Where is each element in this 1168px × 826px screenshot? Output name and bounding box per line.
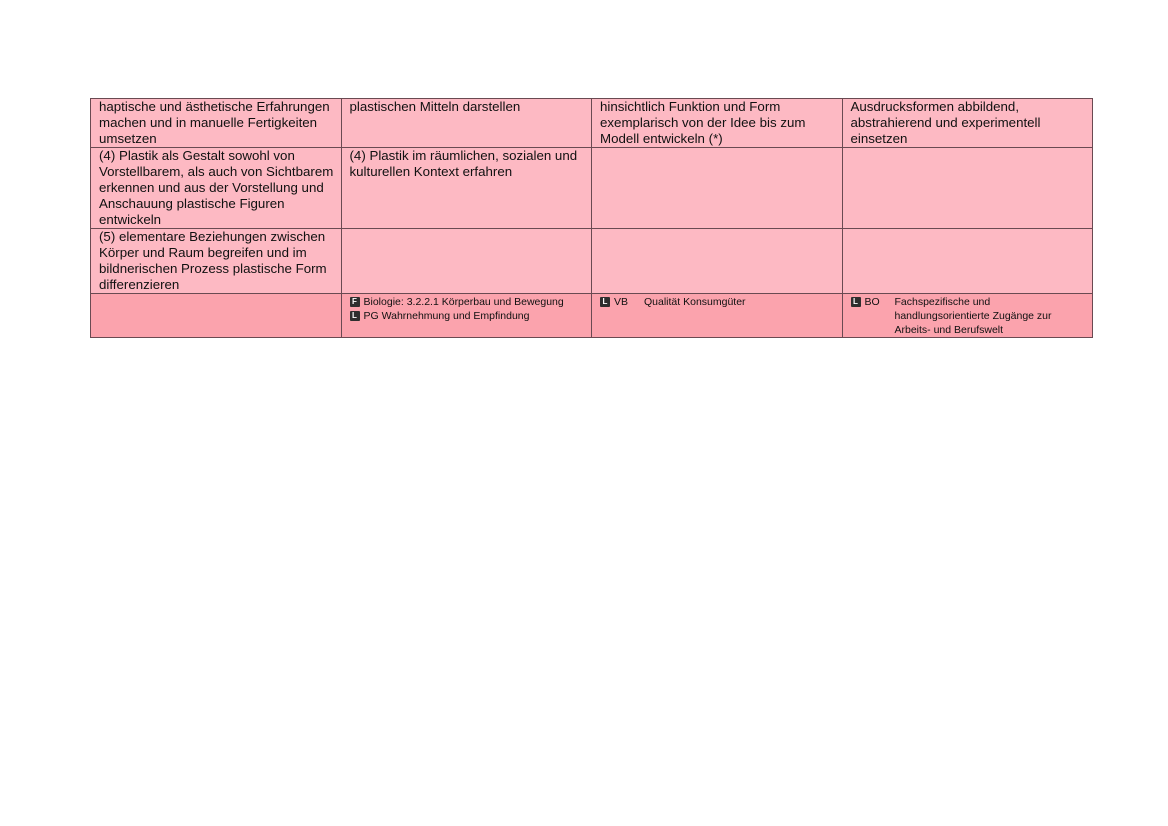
table-row [91, 148, 1093, 229]
curriculum-table [90, 98, 1093, 338]
table-cell: hinsichtlich Funktion und Form exemplarisch von der Idee bis zum Modell entwickeln (*) [592, 99, 843, 148]
reference-item [350, 309, 586, 323]
reference-text: PG Wahrnehmung und Empfindung [363, 310, 530, 322]
reference-cell [341, 294, 592, 338]
reference-text: Biologie: 3.2.2.1 Körperbau und Bewegung [363, 296, 564, 308]
table-cell-empty [91, 294, 342, 338]
table-cell: (4) Plastik als Gestalt sowohl von Vorstellbarem, als auch von Sichtbarem erkennen und aus der Vorstellung und Anschauung plastische Figuren entwickeln [91, 148, 342, 229]
reference-code: BO [864, 296, 880, 308]
reference-item [600, 295, 836, 309]
reference-cell [592, 294, 843, 338]
reference-item [350, 295, 586, 309]
guideline-tag-icon: L [350, 311, 360, 321]
table-cell: plastischen Mitteln darstellen [341, 99, 592, 148]
reference-text: Qualität Konsumgüter [644, 296, 746, 308]
reference-item [851, 295, 1087, 337]
guideline-tag-icon: L [600, 297, 610, 307]
table-cell [592, 148, 843, 229]
reference-row [91, 294, 1093, 338]
table-cell: (4) Plastik im räumlichen, sozialen und kulturellen Kontext erfahren [341, 148, 592, 229]
table-cell: Ausdrucksformen abbildend, abstrahierend und experimentell einsetzen [842, 99, 1093, 148]
subject-tag-icon: F [350, 297, 360, 307]
table-cell: haptische und ästhetische Erfahrungen machen und in manuelle Fertigkeiten umsetzen [91, 99, 342, 148]
reference-text: Fachspezifische und handlungsorientierte Zugänge zur Arbeits- und Berufswelt [894, 296, 1052, 336]
reference-code: VB [614, 296, 629, 308]
table-cell: (5) elementare Beziehungen zwischen Körper und Raum begreifen und im bildnerischen Prozess plastische Form differenzieren [91, 229, 342, 294]
table-cell [842, 148, 1093, 229]
table-row [91, 99, 1093, 148]
reference-cell [842, 294, 1093, 338]
table-cell [842, 229, 1093, 294]
guideline-tag-icon: L [851, 297, 861, 307]
table-cell [341, 229, 592, 294]
table-cell [592, 229, 843, 294]
table-row [91, 229, 1093, 294]
